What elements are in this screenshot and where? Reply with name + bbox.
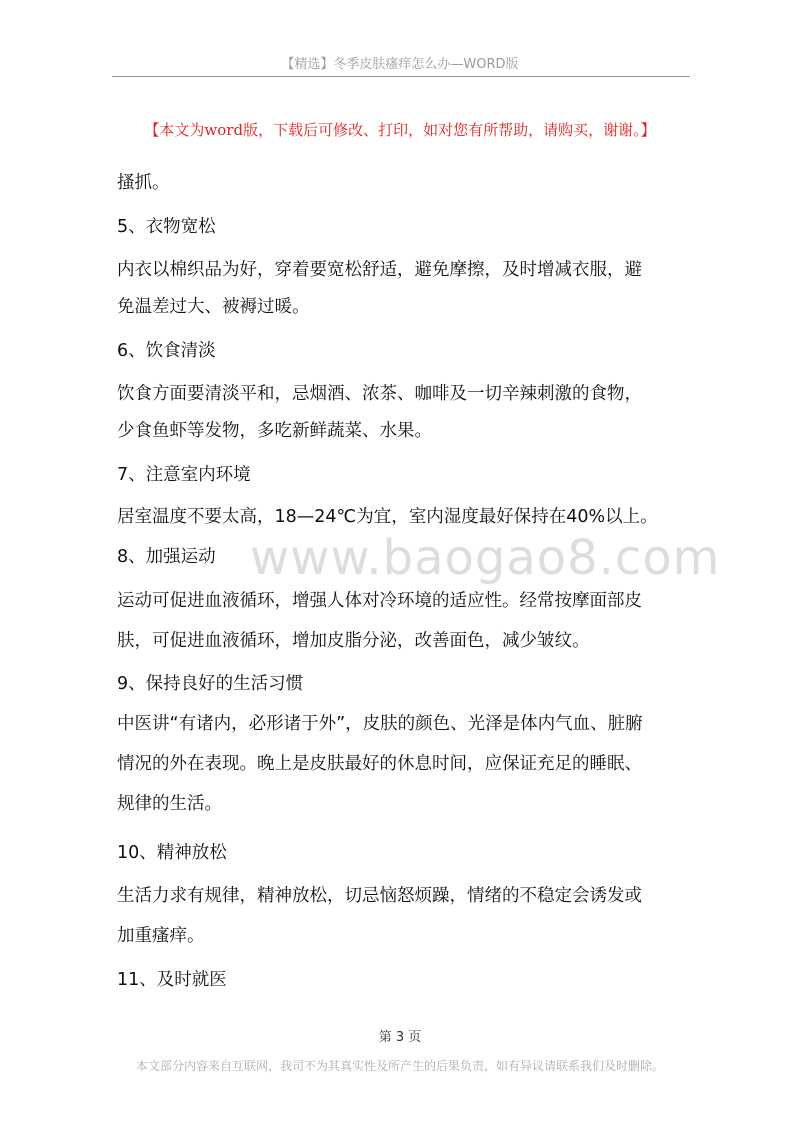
paragraph-line: 情况的外在表现。晚上是皮肤最好的休息时间，应保证充足的睡眠、 <box>117 754 642 774</box>
section-heading: 5、衣物宽松 <box>117 217 216 237</box>
section-heading: 11、及时就医 <box>117 970 227 990</box>
section-heading: 6、饮食清淡 <box>117 341 216 361</box>
paragraph-line: 内衣以棉织品为好，穿着要宽松舒适，避免摩擦，及时增减衣服，避 <box>117 260 642 280</box>
section-heading: 9、保持良好的生活习惯 <box>117 674 304 694</box>
section-heading: 7、注意室内环境 <box>117 465 251 485</box>
paragraph-line: 生活力求有规律，精神放松，切忌恼怒烦躁，情绪的不稳定会诱发或 <box>117 886 642 906</box>
paragraph-line: 肤，可促进血液循环，增加皮脂分泌，改善面色，减少皱纹。 <box>117 631 590 651</box>
paragraph-line: 搔抓。 <box>117 173 170 193</box>
paragraph-line: 免温差过大、被褥过暖。 <box>117 297 310 317</box>
paragraph-line: 规律的生活。 <box>117 794 222 814</box>
paragraph-line: 中医讲“有诸内，必形诸于外”，皮肤的颜色、光泽是体内气血、脏腑 <box>117 714 643 734</box>
paragraph-line: 居室温度不要太高，18—24℃为宜，室内湿度最好保持在40%以上。 <box>117 507 658 527</box>
header-divider <box>112 76 690 77</box>
section-heading: 8、加强运动 <box>117 547 216 567</box>
watermark: www.baogao8.com <box>250 530 721 586</box>
section-heading: 10、精神放松 <box>117 843 227 863</box>
footer-disclaimer: 本文部分内容来自互联网，我司不为其真实性及所产生的后果负责，如有异议请联系我们及时删除。 <box>135 1059 664 1073</box>
page-number: 第 3 页 <box>378 1030 422 1045</box>
purchase-notice: 【本文为word版，下载后可修改、打印，如对您有所帮助，请购买，谢谢。】 <box>144 121 656 139</box>
page-header-title: 【精选】冬季皮肤瘙痒怎么办—WORD版 <box>281 57 519 72</box>
paragraph-line: 运动可促进血液循环，增强人体对冷环境的适应性。经常按摩面部皮 <box>117 591 642 611</box>
paragraph-line: 饮食方面要清淡平和，忌烟酒、浓茶、咖啡及一切辛辣刺激的食物， <box>117 384 642 404</box>
paragraph-line: 加重瘙痒。 <box>117 926 205 946</box>
paragraph-line: 少食鱼虾等发物，多吃新鲜蔬菜、水果。 <box>117 421 432 441</box>
